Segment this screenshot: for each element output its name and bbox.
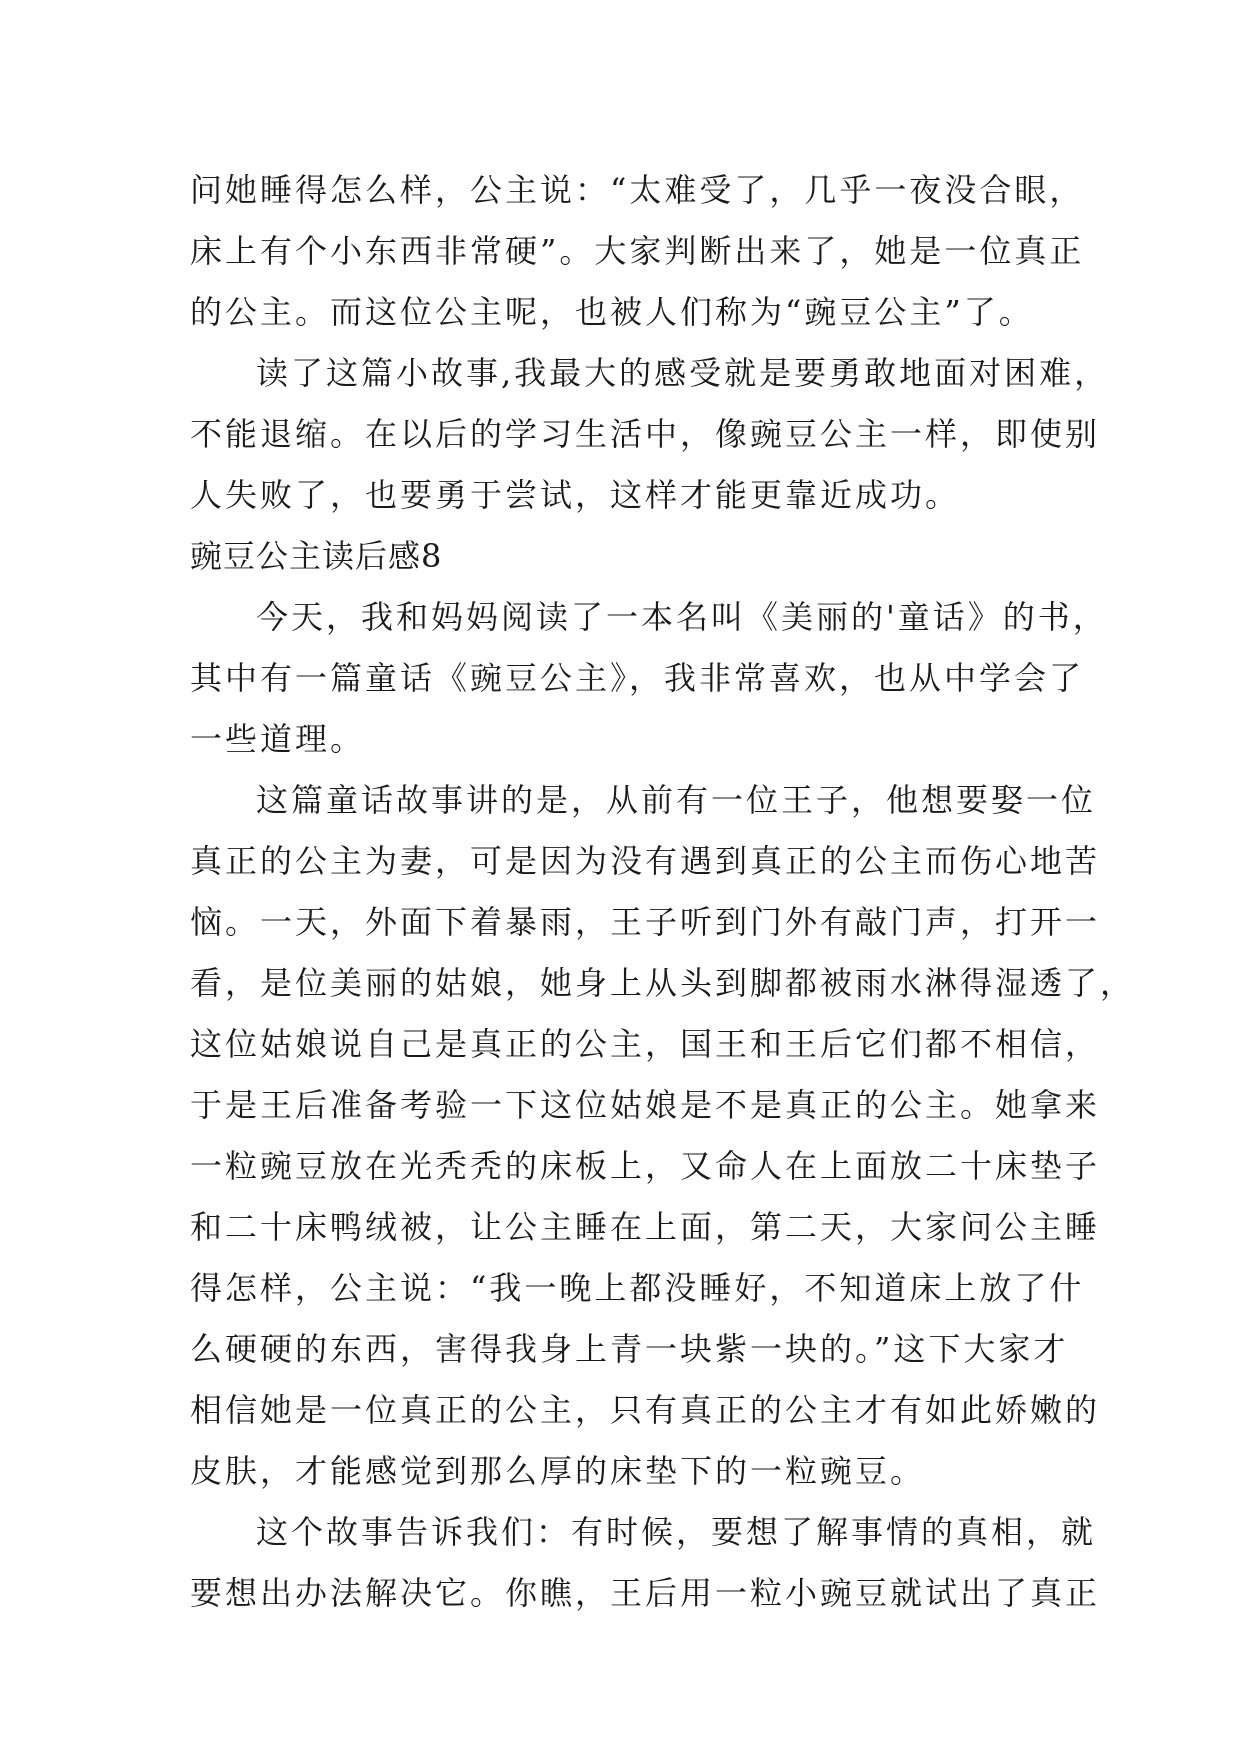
paragraph-start-line: 今天，我和妈妈阅读了一本名叫《美丽的'童话》的书， xyxy=(256,598,1108,636)
paragraph-start-line: 这篇童话故事讲的是，从前有一位王子，他想要娶一位 xyxy=(256,781,1097,819)
text-line: 问她睡得怎么样，公主说：“太难受了，几乎一夜没合眼， xyxy=(190,171,1085,209)
text-line: 皮肤，才能感觉到那么厚的床垫下的一粒豌豆。 xyxy=(190,1452,926,1490)
text-line: 一些道理。 xyxy=(190,720,366,758)
text-line: 真正的公主为妻，可是因为没有遇到真正的公主而伤心地苦 xyxy=(190,842,1101,880)
text-line: 的公主。而这位公主呢，也被人们称为“豌豆公主”了。 xyxy=(190,293,1034,331)
section-heading: 豌豆公主读后感8 xyxy=(190,537,443,575)
text-line: 这位姑娘说自己是真正的公主，国王和王后它们都不相信， xyxy=(190,1025,1101,1063)
text-line: 不能退缩。在以后的学习生活中，像豌豆公主一样，即使别 xyxy=(190,415,1101,453)
text-line: 看，是位美丽的姑娘，她身上从头到脚都被雨水淋得湿透了， xyxy=(190,964,1136,1002)
text-line: 于是王后准备考验一下这位姑娘是不是真正的公主。她拿来 xyxy=(190,1086,1101,1124)
text-line: 和二十床鸭绒被，让公主睡在上面，第二天，大家问公主睡 xyxy=(190,1208,1101,1246)
paragraph-start-line: 这个故事告诉我们：有时候，要想了解事情的真相，就 xyxy=(256,1513,1097,1551)
paragraph-start-line: 读了这篇小故事,我最大的感受就是要勇敢地面对困难， xyxy=(256,354,1110,392)
text-line: 人失败了，也要勇于尝试，这样才能更靠近成功。 xyxy=(190,476,961,514)
text-line: 床上有个小东西非常硬”。大家判断出来了，她是一位真正 xyxy=(190,232,1085,270)
text-line: 得怎样，公主说：“我一晚上都没睡好，不知道床上放了什 xyxy=(190,1269,1085,1307)
text-line: 一粒豌豆放在光秃秃的床板上，又命人在上面放二十床垫子 xyxy=(190,1147,1101,1185)
text-line: 恼。一天，外面下着暴雨，王子听到门外有敲门声，打开一 xyxy=(190,903,1101,941)
text-line: 要想出办法解决它。你瞧，王后用一粒小豌豆就试出了真正 xyxy=(190,1574,1101,1612)
text-line: 相信她是一位真正的公主，只有真正的公主才有如此娇嫩的 xyxy=(190,1391,1101,1429)
text-line: 其中有一篇童话《豌豆公主》，我非常喜欢，也从中学会了 xyxy=(190,659,1085,697)
text-line: 么硬硬的东西，害得我身上青一块紫一块的。”这下大家才 xyxy=(190,1330,1069,1368)
document-body xyxy=(190,160,1136,1624)
